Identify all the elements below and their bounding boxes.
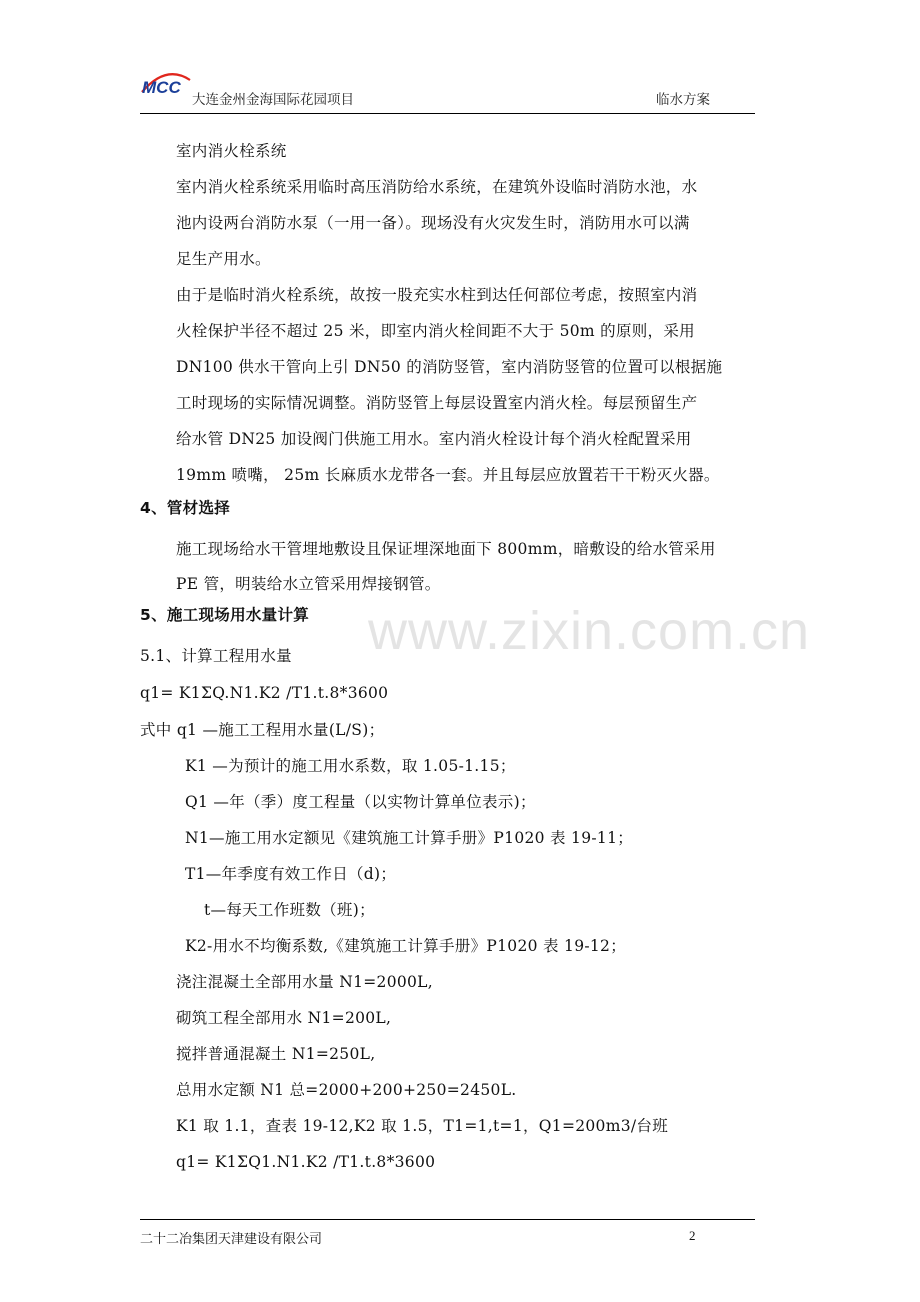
mcc-logo: [140, 70, 192, 96]
definition-line: T1—年季度有效工作日（d)；: [185, 865, 397, 883]
header-project-title: 大连金州金海国际花园项目: [192, 92, 354, 108]
section-heading-5: 5、施工现场用水量计算: [140, 606, 310, 624]
footer-rule: [140, 1219, 755, 1220]
logo-text: MCC: [142, 78, 181, 96]
paragraph-line: 总用水定额 N1 总=2000+200+250=2450L.: [176, 1081, 517, 1099]
definition-line: Q1 —年（季）度工程量（以实物计算单位表示)；: [185, 793, 536, 811]
paragraph-line: 19mm 喷嘴， 25m 长麻质水龙带各一套。并且每层应放置若干干粉灭火器。: [176, 466, 720, 484]
subsection-heading: 5.1、计算工程用水量: [140, 647, 292, 665]
section-subtitle: 室内消火栓系统: [176, 142, 287, 160]
paragraph-line: 式中 q1 —施工工程用水量(L/S)；: [140, 721, 385, 739]
paragraph-line: K1 取 1.1，查表 19-12,K2 取 1.5，T1=1,t=1，Q1=200m3/台班: [176, 1117, 669, 1135]
footer-company: 二十二冶集团天津建设有限公司: [140, 1232, 323, 1247]
formula-line: q1= K1ΣQ1.N1.K2 /T1.t.8*3600: [176, 1153, 436, 1171]
paragraph-line: 砌筑工程全部用水 N1=200L,: [176, 1009, 392, 1027]
paragraph-line: 给水管 DN25 加设阀门供施工用水。室内消火栓设计每个消火栓配置采用: [176, 430, 692, 448]
paragraph-line: 由于是临时消火栓系统，故按一股充实水柱到达任何部位考虑，按照室内消: [176, 286, 698, 304]
paragraph-line: 搅拌普通混凝土 N1=250L,: [176, 1045, 376, 1063]
header-doc-type: 临水方案: [656, 92, 710, 108]
paragraph-line: DN100 供水干管向上引 DN50 的消防竖管，室内消防竖管的位置可以根据施: [176, 358, 723, 376]
paragraph-line: 足生产用水。: [176, 250, 271, 268]
section-heading-4: 4、管材选择: [140, 499, 231, 517]
paragraph-line: 施工现场给水干管埋地敷设且保证埋深地面下 800mm，暗敷设的给水管采用: [176, 540, 716, 558]
watermark: www.zixin.com.cn: [368, 601, 811, 661]
definition-line: N1—施工用水定额见《建筑施工计算手册》P1020 表 19-11；: [185, 829, 634, 847]
paragraph-line: PE 管，明装给水立管采用焊接钢管。: [176, 575, 441, 593]
paragraph-line: 火栓保护半径不超过 25 米，即室内消火栓间距不大于 50m 的原则，采用: [176, 322, 695, 340]
paragraph-line: 浇注混凝土全部用水量 N1=2000L,: [176, 973, 434, 991]
paragraph-line: 室内消火栓系统采用临时高压消防给水系统，在建筑外设临时消防水池，水: [176, 178, 698, 196]
definition-line: K1 —为预计的施工用水系数，取 1.05-1.15；: [185, 757, 516, 775]
paragraph-line: 池内设两台消防水泵（一用一备）。现场没有火灾发生时，消防用水可以满: [176, 214, 690, 232]
page-number: 2: [689, 1228, 696, 1243]
paragraph-line: 工时现场的实际情况调整。消防竖管上每层设置室内消火栓。每层预留生产: [176, 394, 698, 412]
definition-line: K2-用水不均衡系数,《建筑施工计算手册》P1020 表 19-12；: [185, 937, 627, 955]
formula-line: q1= K1ΣQ.N1.K2 /T1.t.8*3600: [140, 684, 389, 702]
definition-line: t—每天工作班数（班)；: [204, 901, 375, 919]
header-rule: [140, 113, 755, 114]
